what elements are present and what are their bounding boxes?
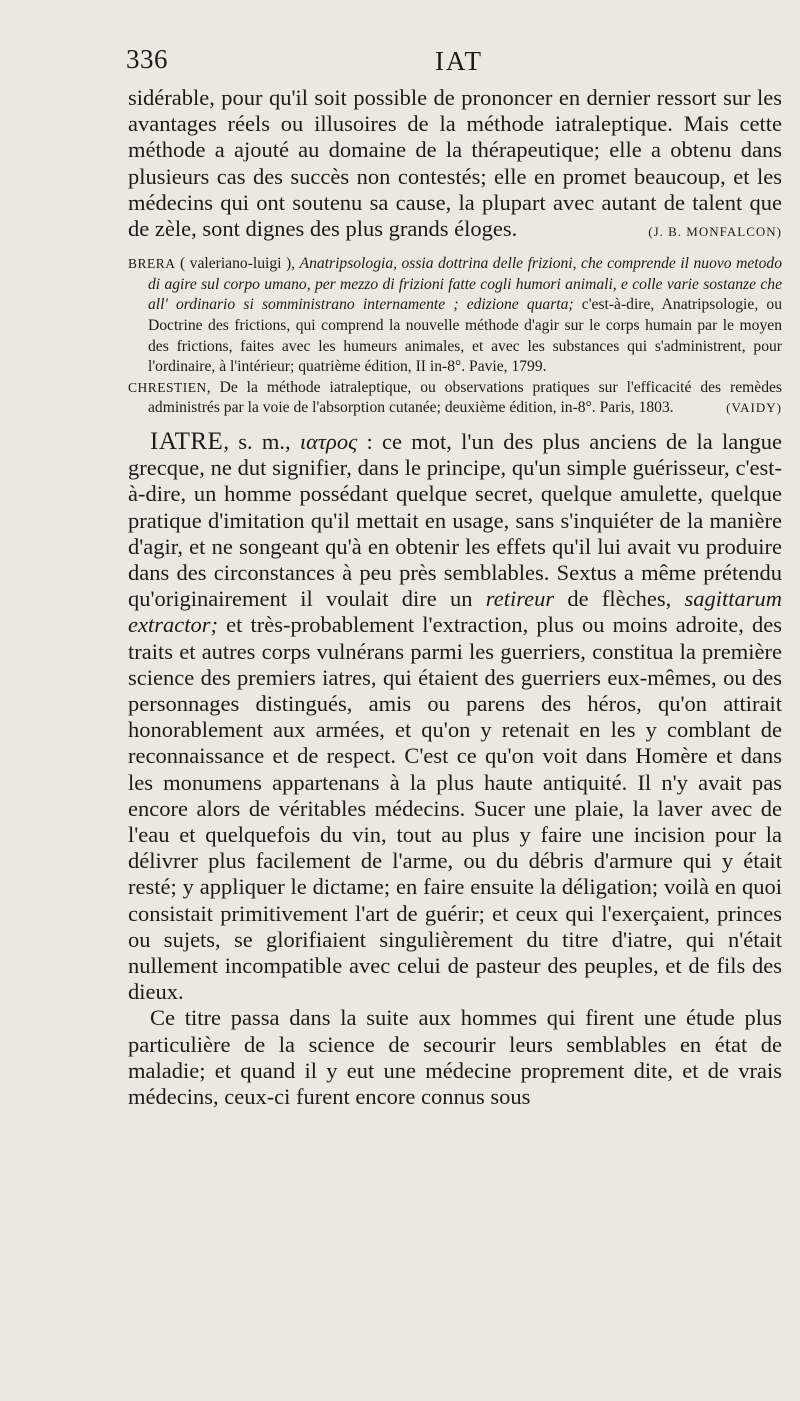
grammar-note: , s. m., [223, 428, 300, 454]
bib-author: CHRESTIEN [128, 379, 207, 395]
bib-open: ( valeriano-luigi ), [175, 255, 300, 273]
bib-title: Anatripsologia, ossia dottrina delle frizioni, che comprende il nuovo metodo di agire sul corpo umano, per mezzo di frizioni fatte cogli humori animali, e colle varie sostanze che all' ordinario si somministrano internamente ; edizione quarta; [148, 255, 782, 314]
italic-term-retireur: retireur [485, 586, 555, 612]
paragraph-text-a: : ce mot, l'un des plus anciens de la langue grecque, ne dut signifier, dans le principe, qu'un simple guérisseur, c'est-à-dire, un homme possédant quelque secret, quelque amulette, quelque pratique d'imitation qu'il mettait en usage, sans s'inquiéter de la manière d'agir, et ne songeant qu'à en obtenir les effets qu'il lui avait vu produire dans des circonstances à peu près semblables. Sextus a même prétendu qu'originairement il voulait dire un [128, 428, 782, 612]
author-signature: (J. B. MONFALCON) [648, 224, 782, 240]
bib-entry-chrestien [128, 378, 782, 419]
greek-term: ιατρος [299, 428, 358, 454]
bib-rest: De la méthode iatraleptique, ou observations pratiques sur l'efficacité des remèdes administrés par la voie de l'absorption cutanée; deuxième édition, in-8°. Paris, 1803. [148, 378, 782, 417]
headword: IATRE [150, 427, 224, 455]
article-paragraph-2: Ce titre passa dans la suite aux hommes qui firent une étude plus particulière de la science de secourir leurs semblables en état de maladie; et quand il y eut une médecine proprement dite, et de vrais médecins, ceux-ci furent encore connus sous [128, 1005, 782, 1110]
page-body [128, 85, 782, 1110]
intro-text: sidérable, pour qu'il soit possible de prononcer en dernier ressort sur les avantages réels ou illusoires de la méthode iatraleptique. Mais cette méthode a ajouté au domaine de la thérapeutique; elle a obtenu dans plusieurs cas des succès non contestés; elle en promet beaucoup, et les médecins qui ont soutenu sa cause, la plupart avec autant de talent que de zèle, sont dignes des plus grands éloges. [128, 85, 782, 242]
italic-term-latin: sagittarum extractor; [128, 586, 782, 638]
paragraph-text-b: de flèches, [554, 586, 685, 612]
paragraph-text-c: et très-probablement l'extraction, plus ou moins adroite, des traits et autres corps vulnérans parmi les guerriers, constitua la première science des premiers iatres, qui étaient des guerriers eux-mêmes, ou des personnages distingués, amis ou parens des héros, qu'on attirait honorablement aux armées, et qu'on y retenait en les y comblant de reconnaissance et de respect. C'est ce qu'on voit dans Homère et dans les monumens appartenans à la plus haute antiquité. Il n'y avait pas encore alors de véritables médecins. Sucer une plaie, la laver avec de l'eau et quelquefois du vin, tout au plus y faire une incision pour la délivrer plus facilement de l'arme, ou du débris d'armure qui y était resté; y appliquer le dictame; en faire ensuite la déligation; voilà en quoi consistait primitivement l'art de guérir; et ceux qui l'exerçaient, princes ou sujets, se glorifiaient singulièrement du titre d'iatre, qui n'était nullement incompatible avec celui de pasteur des peuples, et de fils des dieux. [128, 612, 782, 1005]
bib-open: , [206, 378, 220, 396]
bib-entry-brera [128, 254, 782, 378]
intro-paragraph [128, 85, 782, 242]
bib-author: BRERA [128, 256, 176, 272]
page-header [122, 44, 792, 80]
running-head: IAT [435, 46, 483, 76]
bib-rest: c'est-à-dire, Anatripsologie, ou Doctrine des frictions, qui comprend la nouvelle méthode d'agir sur le corps humain par le moyen des frictions, faites avec les humeurs animales, et avec les substances qui s'administrent, pour l'ordinaire, à l'intérieur; quatrième édition, II in-8°. Pavie, 1799. [148, 296, 782, 376]
bibliography [128, 254, 782, 419]
bib-signature: (VAIDY) [726, 400, 782, 416]
article-iatre [128, 429, 782, 1110]
article-paragraph-1 [128, 429, 782, 1005]
page-number: 336 [126, 44, 168, 74]
